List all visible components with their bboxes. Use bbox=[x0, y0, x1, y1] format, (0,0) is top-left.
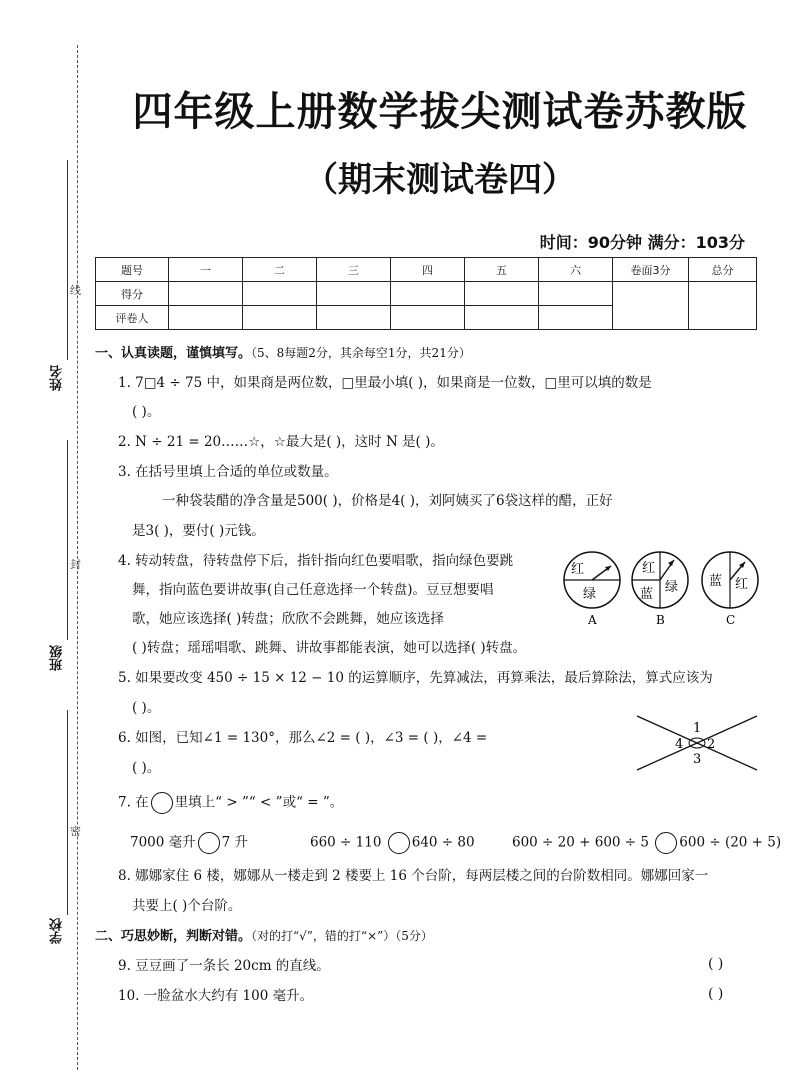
grader-cell[interactable] bbox=[317, 306, 391, 330]
q7-item-2-right: 640 ÷ 80 bbox=[411, 834, 475, 851]
q7-item-1-left: 7000 毫升 bbox=[130, 834, 196, 851]
score-cell[interactable] bbox=[169, 282, 243, 306]
row-label-score: 得分 bbox=[96, 282, 169, 306]
q4-line-a: 4. 转动转盘，待转盘停下后，指针指向红色要唱歌，指向绿色要跳 bbox=[118, 553, 514, 569]
angle-3-label: 3 bbox=[693, 752, 702, 767]
q7-item-3 bbox=[512, 832, 781, 854]
section2-note: （对的打“√”，错的打“×”）（5分） bbox=[251, 929, 433, 943]
q6-line-a: 6. 如图，已知∠1 = 130°，那么∠2 = ( )，∠3 = ( )，∠4 = bbox=[118, 730, 488, 746]
grader-cell[interactable] bbox=[465, 306, 539, 330]
grader-cell[interactable] bbox=[243, 306, 317, 330]
spinner-b-label: B bbox=[656, 613, 665, 627]
q7-item-2-left: 660 ÷ 110 bbox=[310, 834, 382, 851]
q7-prefix: 7. 在 bbox=[118, 794, 149, 811]
q8-line-b: 共要上( )个台阶。 bbox=[132, 898, 242, 914]
score-cell[interactable] bbox=[243, 282, 317, 306]
q7-item-3-left: 600 ÷ 20 + 600 ÷ 5 bbox=[512, 834, 649, 851]
score-table-header-row bbox=[96, 258, 757, 282]
table-header-cell: 一 bbox=[169, 258, 243, 282]
table-header-cell: 总分 bbox=[689, 258, 757, 282]
spinner-a bbox=[564, 552, 620, 627]
q7-line bbox=[118, 792, 343, 814]
q7-item-2-answer-circle[interactable] bbox=[388, 832, 410, 854]
binding-char-xian: 线 bbox=[70, 284, 81, 297]
q7-item-2 bbox=[310, 832, 475, 854]
q2-line: 2. N ÷ 21 = 20……☆，☆最大是( )，这时 N 是( )。 bbox=[118, 434, 444, 450]
grader-cell[interactable] bbox=[539, 306, 613, 330]
spinner-a-red: 红 bbox=[571, 562, 585, 577]
table-header-cell: 题号 bbox=[96, 258, 169, 282]
q4-line-b: 舞，指向蓝色要讲故事(自己任意选择一个转盘)。豆豆想要唱 bbox=[132, 582, 494, 598]
q6-line-b: ( )。 bbox=[132, 760, 161, 776]
spinner-b-blue: 蓝 bbox=[640, 587, 654, 602]
class-field-line bbox=[67, 440, 68, 640]
q7-item-3-right: 600 ÷ (20 + 5) bbox=[679, 834, 782, 851]
table-header-cell: 二 bbox=[243, 258, 317, 282]
score-cell[interactable] bbox=[317, 282, 391, 306]
angle-figure bbox=[633, 712, 761, 774]
q3-line-a: 3. 在括号里填上合适的单位或数量。 bbox=[118, 464, 338, 480]
table-header-cell: 五 bbox=[465, 258, 539, 282]
score-cell[interactable] bbox=[539, 282, 613, 306]
q8-line-a: 8. 娜娜家住 6 楼，娜娜从一楼走到 2 楼要上 16 个台阶，每两层楼之间的台阶数相同。娜娜回家一 bbox=[118, 868, 709, 884]
q3-line-b: 一种袋装醋的净含量是500( )，价格是4( )，刘阿姨买了6袋这样的醋，正好 bbox=[162, 493, 613, 509]
q7-item-1-answer-circle[interactable] bbox=[198, 832, 220, 854]
score-cell-neat[interactable] bbox=[613, 282, 689, 330]
spinner-c-red: 红 bbox=[735, 577, 749, 592]
spinner-c bbox=[702, 552, 758, 627]
spinner-b-green: 绿 bbox=[665, 580, 679, 595]
q7-circle-icon bbox=[151, 792, 173, 814]
section2-heading bbox=[95, 926, 433, 947]
angle-2-label: 2 bbox=[707, 737, 716, 752]
score-table-row bbox=[96, 282, 757, 306]
spinner-c-blue: 蓝 bbox=[709, 574, 723, 589]
section1-heading bbox=[95, 343, 471, 364]
spinner-c-label: C bbox=[726, 613, 736, 627]
score-cell[interactable] bbox=[391, 282, 465, 306]
score-table bbox=[95, 257, 757, 330]
section2-title: 二、巧思妙断，判断对错。 bbox=[95, 929, 252, 944]
binding-char-feng: 封 bbox=[70, 558, 81, 571]
q7-suffix: 里填上“ > ”“ < ”或“ = ”。 bbox=[174, 794, 344, 811]
spinner-a-label: A bbox=[588, 613, 597, 627]
q5-line-b: ( )。 bbox=[132, 700, 161, 716]
table-header-cell: 三 bbox=[317, 258, 391, 282]
q4-line-c: 歌，她应该选择( )转盘；欣欣不会跳舞，她应该选择 bbox=[132, 611, 444, 627]
q10-answer-paren[interactable]: ( ) bbox=[708, 986, 724, 1002]
class-label: 班级 bbox=[50, 645, 65, 671]
q7-item-1 bbox=[130, 832, 248, 854]
page-title: 四年级上册数学拔尖测试卷苏教版 bbox=[132, 89, 748, 135]
grader-cell[interactable] bbox=[391, 306, 465, 330]
score-cell-total[interactable] bbox=[689, 282, 757, 330]
q9-line: 9. 豆豆画了一条长 20cm 的直线。 bbox=[118, 958, 330, 974]
q1-line-a: 1. 7□4 ÷ 75 中，如果商是两位数，□里最小填( )，如果商是一位数，□里可以填的数是 bbox=[118, 375, 652, 391]
page-subtitle: （期末测试卷四） bbox=[304, 160, 576, 200]
spinner-figures bbox=[555, 548, 765, 630]
school-label: 学校 bbox=[50, 918, 65, 944]
q7-item-1-right: 7 升 bbox=[221, 834, 249, 851]
table-header-cell: 六 bbox=[539, 258, 613, 282]
row-label-grader: 评卷人 bbox=[96, 306, 169, 330]
time-info: 时间：90分钟 满分：103分 bbox=[539, 233, 745, 252]
q3-line-c: 是3( )，要付( )元钱。 bbox=[132, 523, 265, 539]
spinner-a-green: 绿 bbox=[583, 587, 597, 602]
grader-cell[interactable] bbox=[169, 306, 243, 330]
table-header-cell: 卷面3分 bbox=[613, 258, 689, 282]
spinner-b-red: 红 bbox=[642, 561, 656, 576]
q1-line-b: ( )。 bbox=[132, 404, 161, 420]
binding-char-mi: 密 bbox=[70, 825, 81, 838]
q5-line-a: 5. 如果要改变 450 ÷ 15 × 12 − 10 的运算顺序，先算减法，再算乘法，最后算除法，算式应该为 bbox=[118, 670, 713, 686]
q9-answer-paren[interactable]: ( ) bbox=[708, 956, 724, 972]
angle-1-label: 1 bbox=[693, 721, 702, 736]
angle-4-label: 4 bbox=[675, 737, 684, 752]
spinner-b bbox=[632, 552, 688, 627]
q10-line: 10. 一脸盆水大约有 100 毫升。 bbox=[118, 988, 314, 1004]
q4-line-d: ( )转盘；瑶瑶唱歌、跳舞、讲故事都能表演，她可以选择( )转盘。 bbox=[132, 640, 527, 656]
name-field-line bbox=[67, 160, 68, 360]
section1-note: （5、8每题2分，其余每空1分，共21分） bbox=[251, 346, 471, 360]
section1-title: 一、认真读题，谨慎填写。 bbox=[95, 346, 252, 361]
school-field-line bbox=[67, 710, 68, 915]
score-cell[interactable] bbox=[465, 282, 539, 306]
name-label: 姓名 bbox=[50, 365, 65, 391]
q7-item-3-answer-circle[interactable] bbox=[655, 832, 677, 854]
table-header-cell: 四 bbox=[391, 258, 465, 282]
